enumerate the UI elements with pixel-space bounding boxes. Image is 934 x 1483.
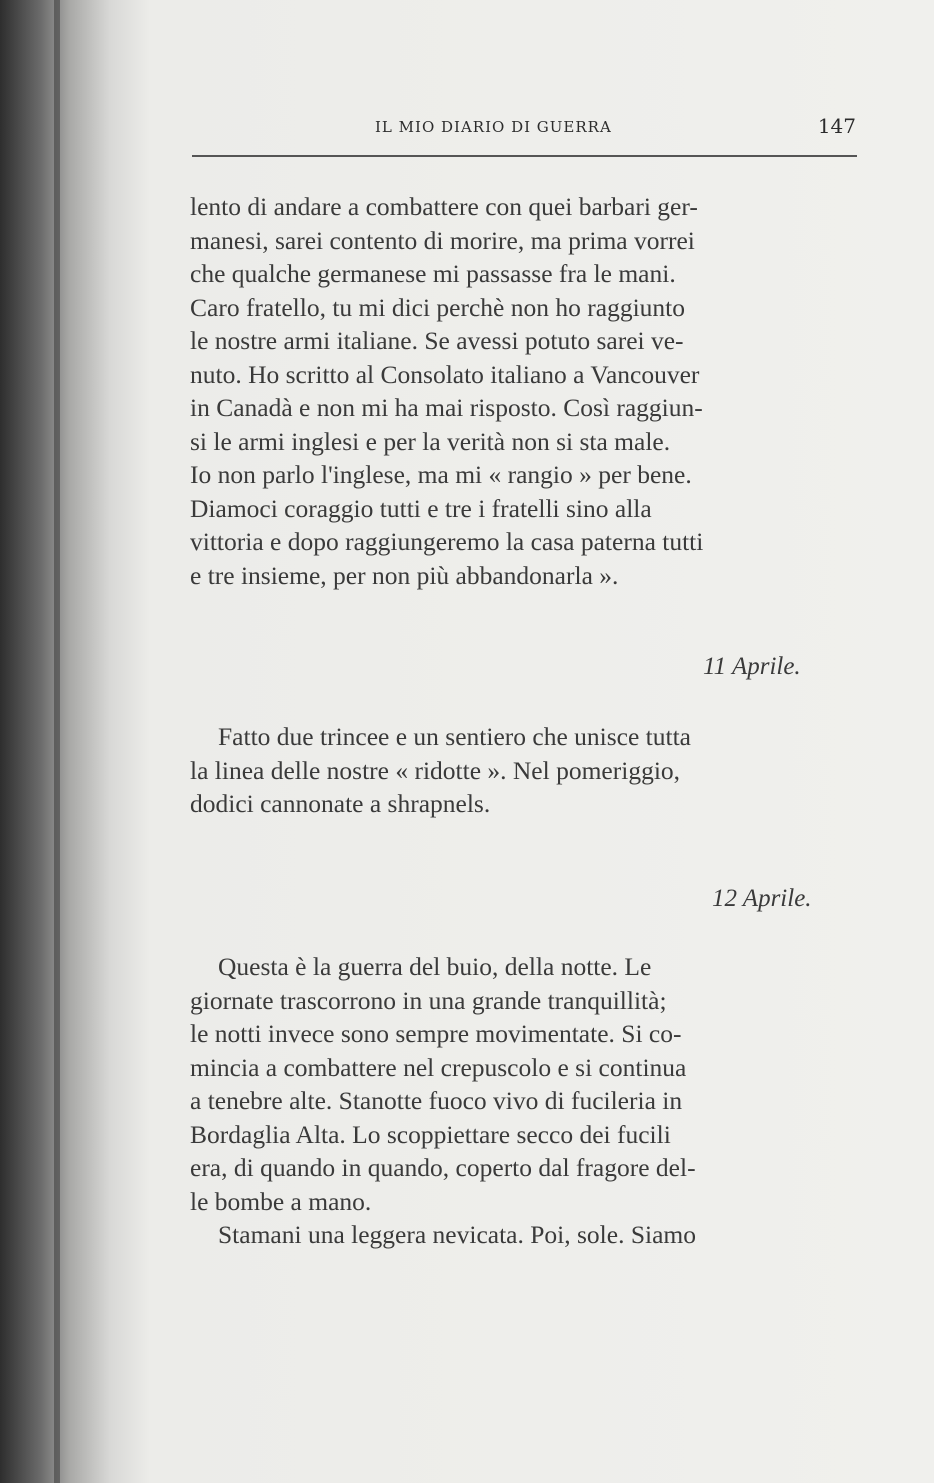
text-line: a tenebre alte. Stanotte fuoco vivo di fucileria in [190, 1086, 683, 1115]
paragraph-entry-12-april [190, 950, 862, 1252]
text-line: e tre insieme, per non più abbandonarla ». [190, 560, 619, 590]
text-line: Io non parlo l'inglese, ma mi « rangio » per bene. [190, 460, 692, 489]
text-line: lento di andare a combattere con quei barbari ger- [190, 192, 698, 221]
paragraph-letter-end [190, 190, 862, 592]
text-line: le nostre armi italiane. Se avessi potuto sarei ve- [190, 326, 684, 355]
text-line: Stamani una leggera nevicata. Poi, sole. Siamo [218, 1220, 697, 1249]
running-title: IL MIO DIARIO DI GUERRA [375, 118, 612, 136]
text-line: Fatto due trincee e un sentiero che unisce tutta [218, 722, 691, 751]
text-line: vittoria e dopo raggiungeremo la casa paterna tutti [190, 527, 704, 556]
book-gutter-shadow [54, 0, 60, 1483]
diary-date-heading: 12 Aprile. [712, 885, 812, 912]
text-line: nuto. Ho scritto al Consolato italiano a Vancouver [190, 359, 700, 389]
text-line: in Canadà e non mi ha mai risposto. Così raggiun- [190, 393, 703, 422]
text-line: dodici cannonate a shrapnels. [190, 789, 491, 818]
diary-date-heading: 11 Aprile. [703, 653, 801, 680]
text-line: la linea delle nostre « ridotte ». Nel pomeriggio, [190, 755, 681, 785]
text-line: che qualche germanese mi passasse fra le mani. [190, 259, 676, 288]
text-line: si le armi inglesi e per la verità non si sta male. [190, 426, 671, 456]
text-line: le bombe a mano. [190, 1186, 372, 1216]
paragraph-entry-11-april [190, 720, 862, 821]
text-line: Caro fratello, tu mi dici perchè non ho raggiunto [190, 292, 685, 322]
text-line: le notti invece sono sempre movimentate. Si co- [190, 1019, 682, 1048]
text-line: Diamoci coraggio tutti e tre i fratelli sino alla [190, 493, 652, 523]
text-line: Questa è la guerra del buio, della notte. Le [218, 952, 652, 981]
page-header [190, 114, 860, 144]
text-line: giornate trascorrono in una grande tranquillità; [190, 985, 667, 1015]
text-line: mincia a combattere nel crepuscolo e si continua [190, 1052, 687, 1082]
text-line: Bordaglia Alta. Lo scoppiettare secco dei fucili [190, 1119, 671, 1149]
header-rule [192, 155, 857, 157]
page-number: 147 [817, 114, 856, 138]
text-line: era, di quando in quando, coperto dal fragore del- [190, 1153, 696, 1182]
text-line: manesi, sarei contento di morire, ma prima vorrei [190, 225, 695, 255]
